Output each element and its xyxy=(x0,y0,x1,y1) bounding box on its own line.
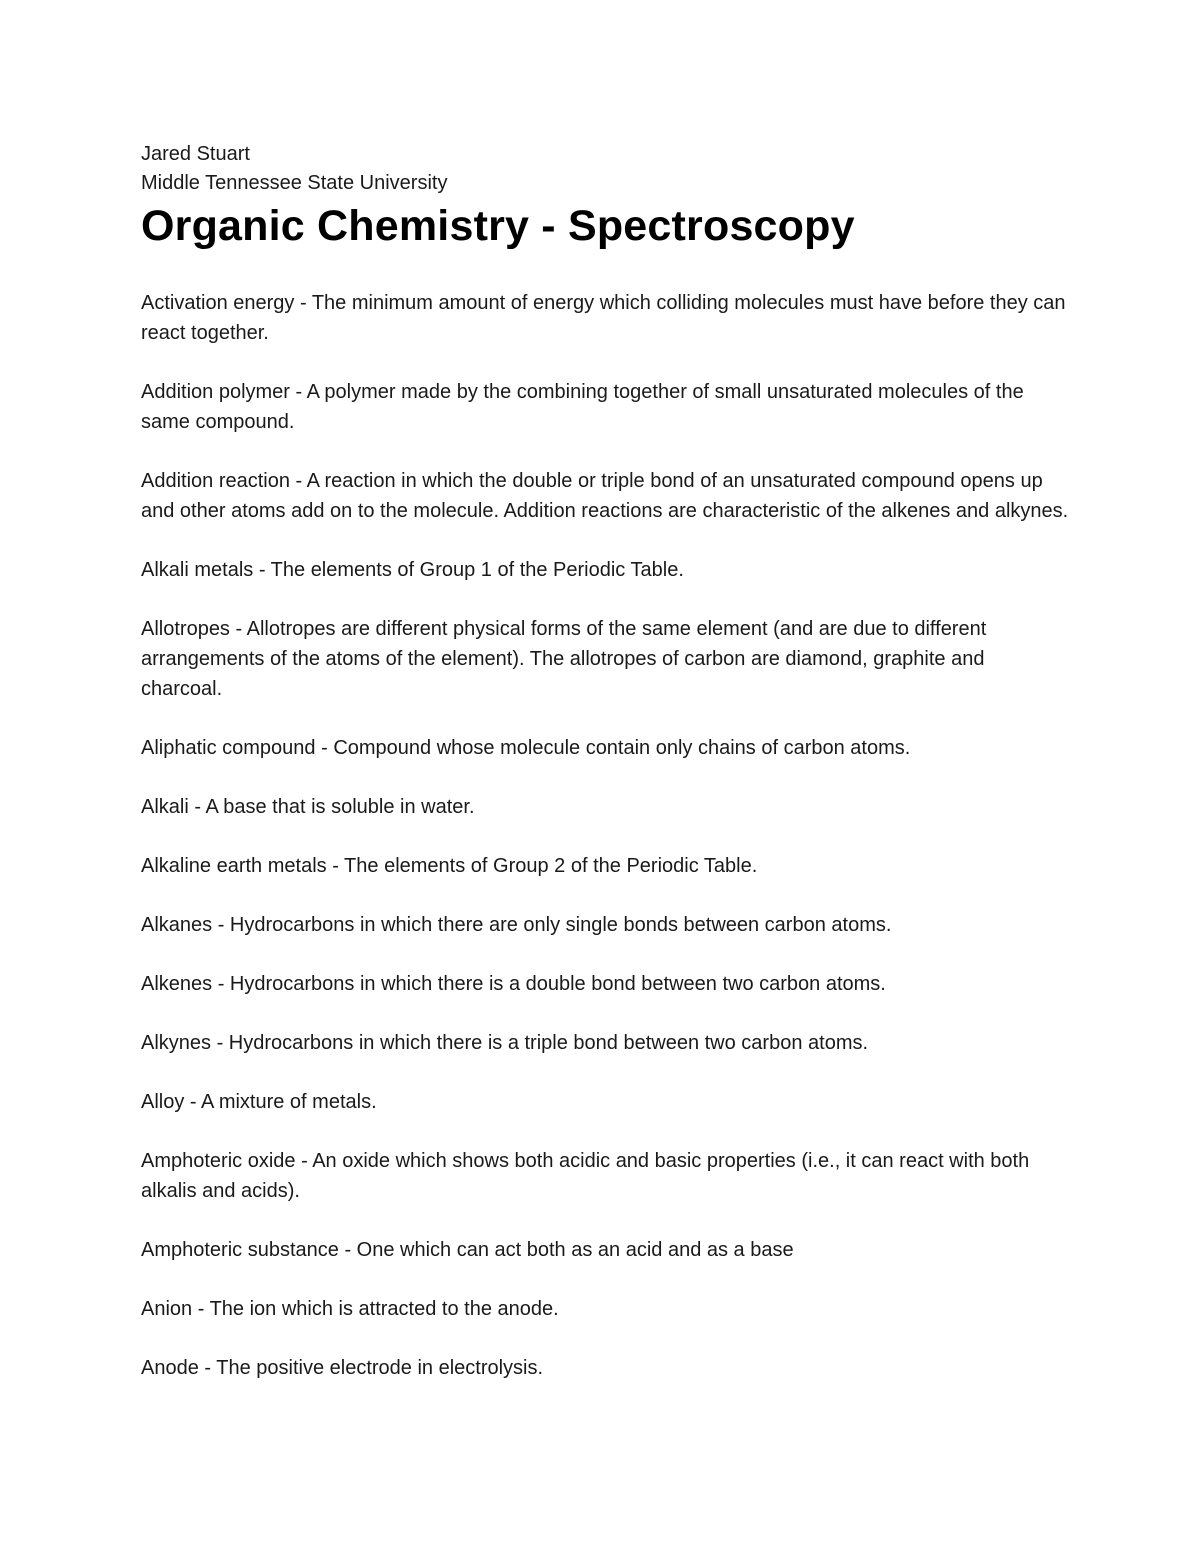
glossary-entry-alloy: Alloy - A mixture of metals. xyxy=(141,1091,377,1113)
glossary-entry-anion: Anion - The ion which is attracted to the anode. xyxy=(141,1298,559,1320)
glossary-entry-alkynes: Alkynes - Hydrocarbons in which there is a triple bond between two carbon atoms. xyxy=(141,1032,869,1054)
document-page xyxy=(141,140,1071,1412)
glossary-entry-addition-reaction: Addition reaction - A reaction in which the double or triple bond of an unsaturated compound opens up and other atoms add on to the molecule. Addition reactions are characteristic of the alkenes and alkynes. xyxy=(141,470,1069,522)
glossary-entry-addition-polymer: Addition polymer - A polymer made by the combining together of small unsaturated molecules of the same compound. xyxy=(141,381,1024,433)
glossary-entry-amphoteric-oxide: Amphoteric oxide - An oxide which shows both acidic and basic properties (i.e., it can react with both alkalis and acids). xyxy=(141,1150,1030,1202)
glossary-entry-alkali-metals: Alkali metals - The elements of Group 1 of the Periodic Table. xyxy=(141,559,684,581)
glossary-entry-alkenes: Alkenes - Hydrocarbons in which there is a double bond between two carbon atoms. xyxy=(141,973,886,995)
glossary-entry-alkaline-earth-metals: Alkaline earth metals - The elements of Group 2 of the Periodic Table. xyxy=(141,855,758,877)
glossary-entry-anode: Anode - The positive electrode in electrolysis. xyxy=(141,1357,544,1379)
glossary-entry-activation-energy: Activation energy - The minimum amount of energy which colliding molecules must have before they can react together. xyxy=(141,292,1066,344)
glossary-entry-aliphatic-compound: Aliphatic compound - Compound whose molecule contain only chains of carbon atoms. xyxy=(141,737,911,759)
institution-name: Middle Tennessee State University xyxy=(141,172,448,194)
author-name: Jared Stuart xyxy=(141,143,250,165)
glossary-entry-allotropes: Allotropes - Allotropes are different physical forms of the same element (and are due to different arrangements of the atoms of the element). The allotropes of carbon are diamond, graphite and charcoal. xyxy=(141,618,987,700)
glossary-entry-alkali: Alkali - A base that is soluble in water. xyxy=(141,796,475,818)
glossary-list xyxy=(141,288,1071,1383)
glossary-entry-alkanes: Alkanes - Hydrocarbons in which there are only single bonds between carbon atoms. xyxy=(141,914,892,936)
document-title: Organic Chemistry - Spectroscopy xyxy=(141,202,855,250)
glossary-entry-amphoteric-substance: Amphoteric substance - One which can act both as an acid and as a base xyxy=(141,1239,794,1261)
